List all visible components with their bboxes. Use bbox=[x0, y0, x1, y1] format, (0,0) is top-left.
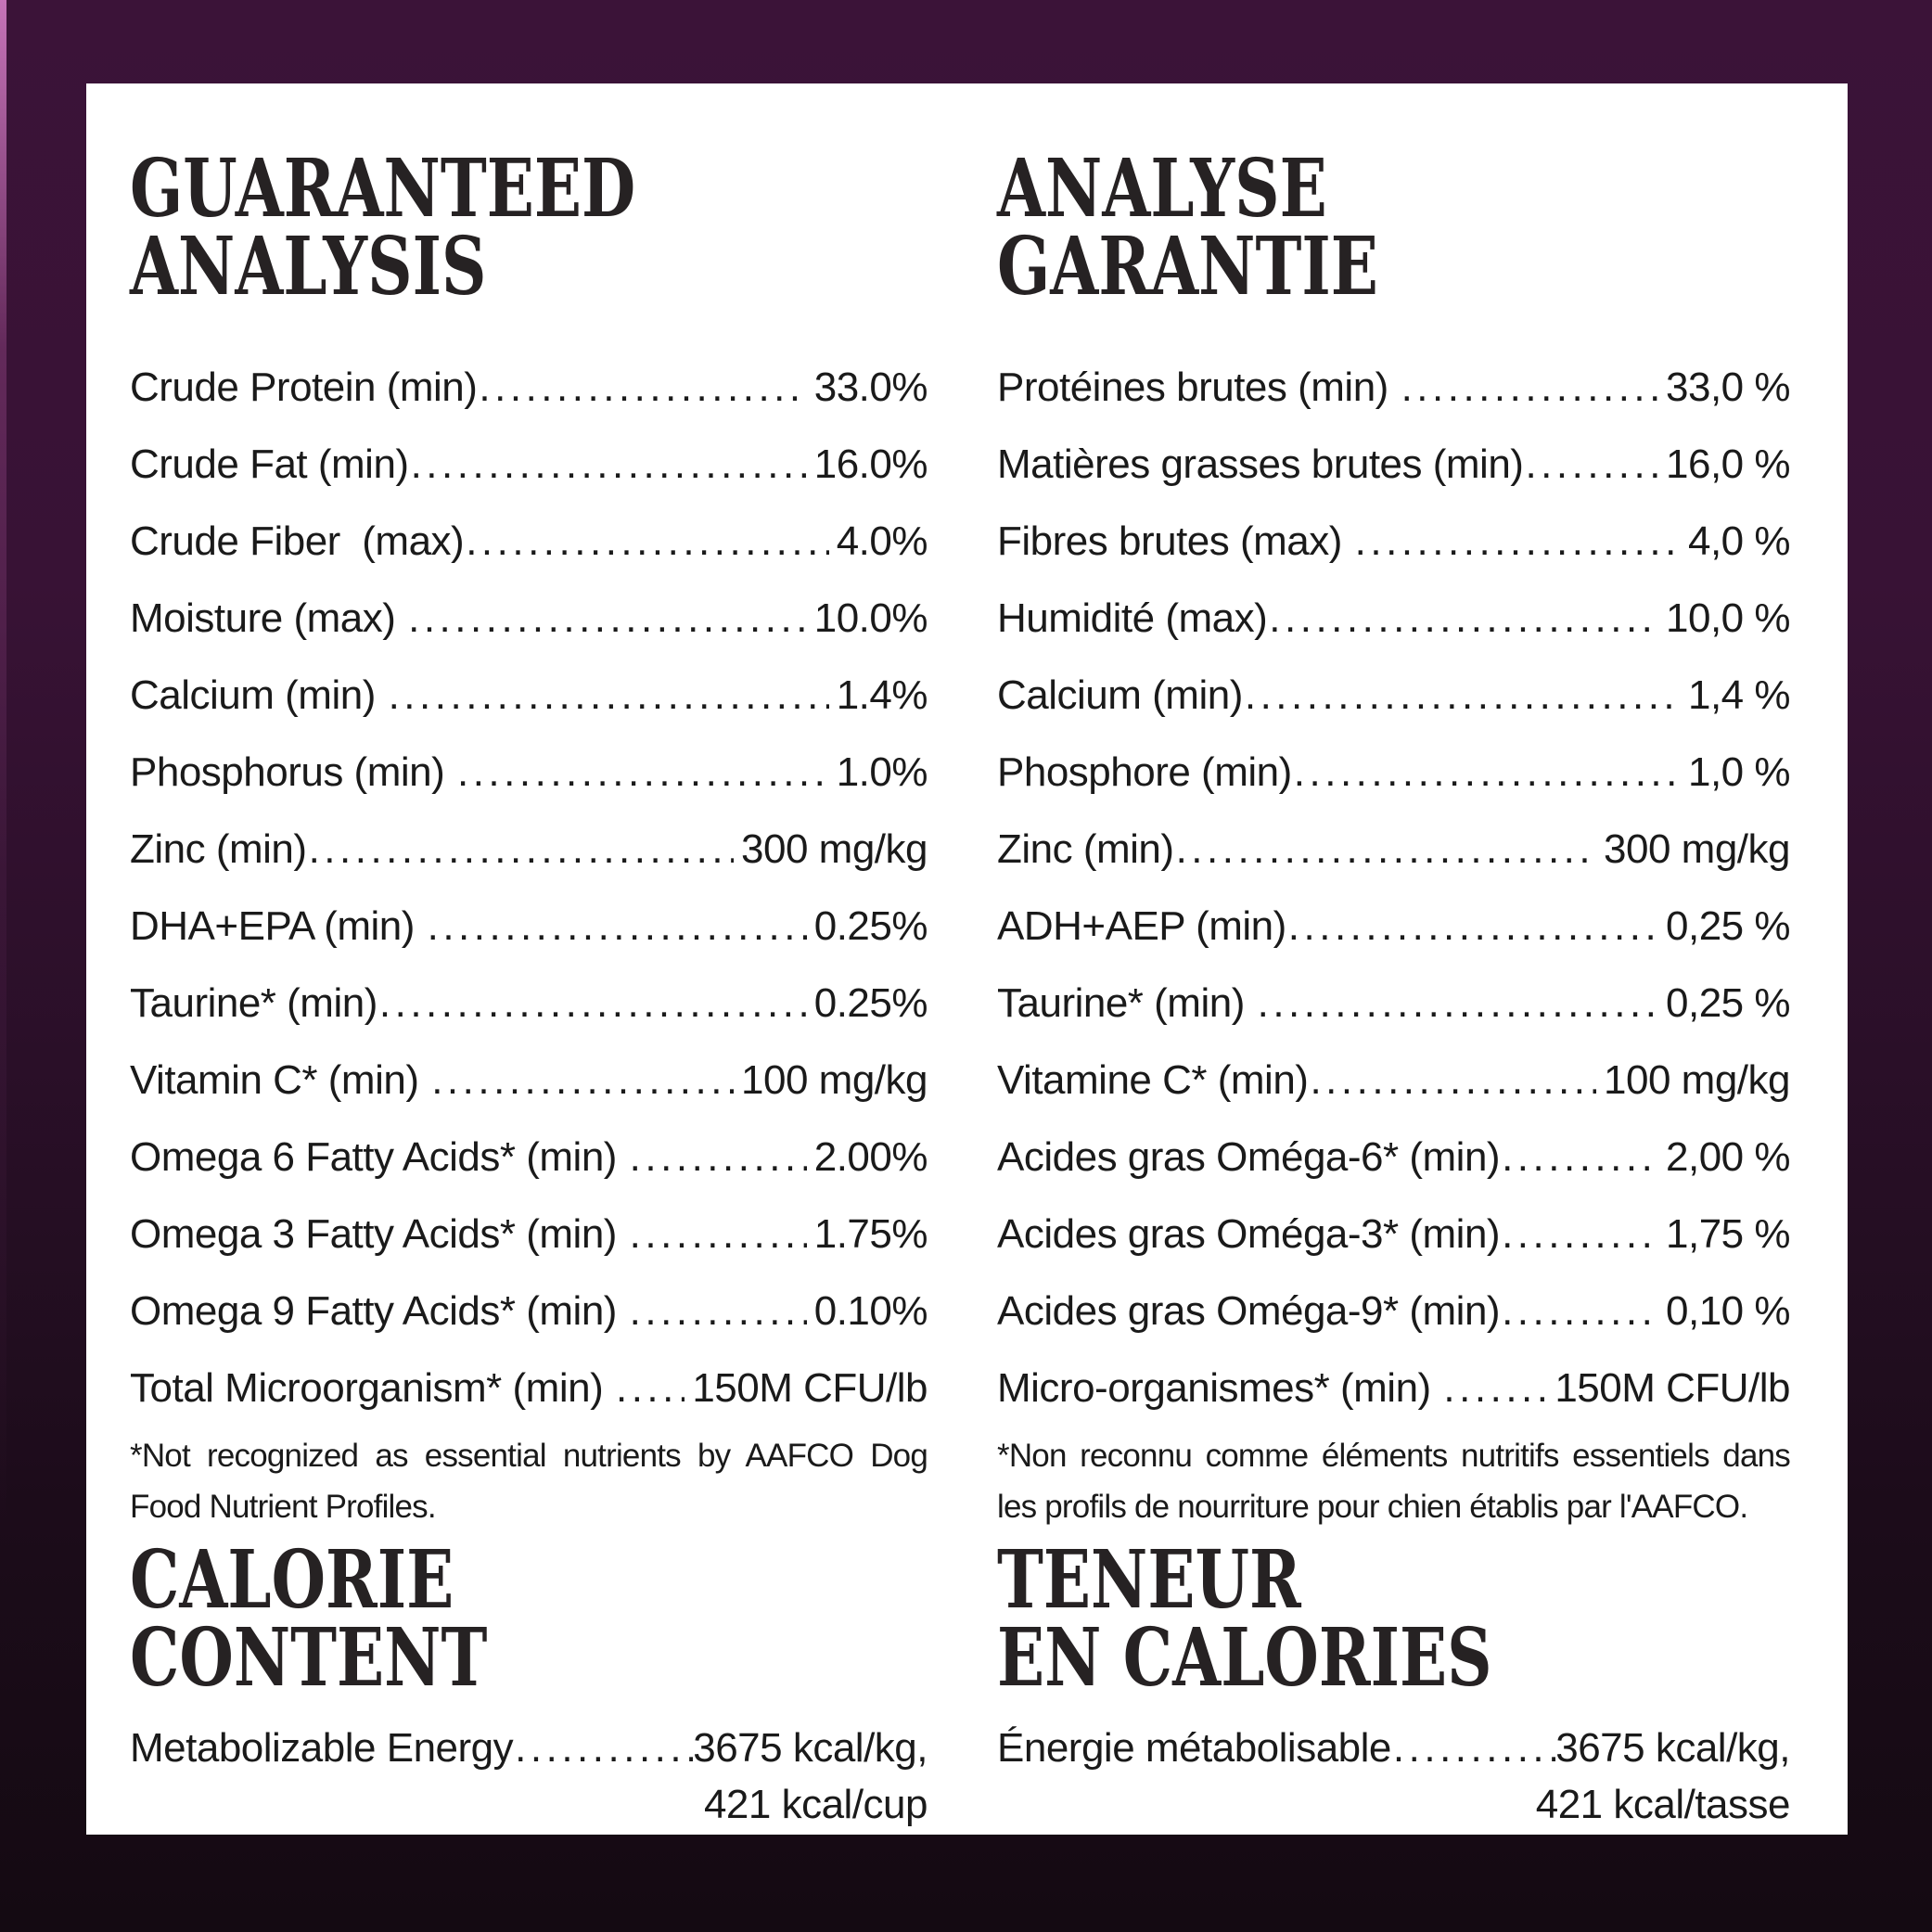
nutrient-value: 10,0 % bbox=[1666, 595, 1790, 641]
nutrient-label: ADH+AEP (min) bbox=[997, 903, 1286, 949]
row-matieres-grasses bbox=[997, 426, 1790, 503]
row-calcium-fr bbox=[997, 657, 1790, 734]
nutrient-label: Vitamine C* (min) bbox=[997, 1057, 1309, 1103]
nutrient-value: 0,25 % bbox=[1666, 903, 1790, 949]
left-edge-highlight bbox=[0, 0, 6, 1932]
dot-leader bbox=[630, 1273, 807, 1350]
row-fibres-brutes bbox=[997, 503, 1790, 580]
dot-leader bbox=[379, 965, 807, 1042]
dot-leader bbox=[431, 1042, 734, 1119]
nutrient-value: 2.00% bbox=[813, 1134, 928, 1180]
nutrient-label: Calcium (min) bbox=[130, 672, 387, 718]
dot-leader bbox=[1502, 1273, 1658, 1350]
dot-leader bbox=[428, 888, 807, 965]
nutrient-label: Micro-organismes* (min) bbox=[997, 1365, 1442, 1411]
dot-leader bbox=[466, 503, 829, 580]
nutrient-value: 1,0 % bbox=[1687, 749, 1790, 795]
row-calcium bbox=[130, 657, 928, 734]
nutrient-label: Acides gras Oméga-9* (min) bbox=[997, 1288, 1501, 1334]
row-vitamine-c bbox=[997, 1042, 1790, 1119]
row-zinc-fr bbox=[997, 811, 1790, 888]
row-vitamin-c bbox=[130, 1042, 928, 1119]
dot-leader bbox=[1401, 349, 1658, 426]
nutrient-value: 33.0% bbox=[813, 365, 928, 410]
dot-leader bbox=[1245, 657, 1681, 734]
energy-value-tasse: 421 kcal/tasse bbox=[1535, 1782, 1790, 1827]
nutrient-label: Phosphore (min) bbox=[997, 749, 1292, 795]
row-omega-6 bbox=[130, 1119, 928, 1196]
row-zinc bbox=[130, 811, 928, 888]
dot-leader bbox=[1294, 734, 1681, 811]
dot-leader bbox=[1355, 503, 1681, 580]
dot-leader bbox=[411, 426, 807, 503]
nutrient-label: Omega 9 Fatty Acids* (min) bbox=[130, 1288, 628, 1334]
row-omega-6-fr bbox=[997, 1119, 1790, 1196]
nutrient-label: Total Microorganism* (min) bbox=[130, 1365, 614, 1411]
analysis-rows-en bbox=[130, 349, 928, 1427]
nutrient-label: Vitamin C* (min) bbox=[130, 1057, 430, 1103]
nutrient-value: 10.0% bbox=[813, 595, 928, 641]
nutrient-value: 4.0% bbox=[836, 518, 928, 564]
nutrient-label: Taurine* (min) bbox=[997, 980, 1256, 1026]
nutrient-value: 2,00 % bbox=[1666, 1134, 1790, 1180]
nutrient-label: Protéines brutes (min) bbox=[997, 365, 1400, 410]
energy-row bbox=[130, 1720, 928, 1776]
nutrient-value: 100 mg/kg bbox=[1604, 1057, 1790, 1103]
row-proteines-brutes bbox=[997, 349, 1790, 426]
dot-leader bbox=[479, 349, 806, 426]
row-phosphorus bbox=[130, 734, 928, 811]
row-humidite bbox=[997, 580, 1790, 657]
row-moisture bbox=[130, 580, 928, 657]
row-micro-organismes bbox=[997, 1350, 1790, 1427]
nutrient-value: 4,0 % bbox=[1687, 518, 1790, 564]
row-phosphore bbox=[997, 734, 1790, 811]
dot-leader bbox=[515, 1720, 693, 1776]
nutrient-value: 150M CFU/lb bbox=[692, 1365, 928, 1411]
nutrient-value: 1.75% bbox=[813, 1211, 928, 1257]
dot-leader bbox=[630, 1119, 807, 1196]
calorie-content-title bbox=[130, 1533, 928, 1705]
dot-leader bbox=[309, 811, 734, 888]
title-line-1: GUARANTEED bbox=[130, 142, 636, 236]
nutrient-value: 0,10 % bbox=[1666, 1288, 1790, 1334]
row-omega-3 bbox=[130, 1196, 928, 1273]
dot-leader bbox=[1258, 965, 1658, 1042]
analysis-rows-fr bbox=[997, 349, 1790, 1427]
energy-value-kg: 3675 kcal/kg, bbox=[1555, 1725, 1790, 1771]
dot-leader bbox=[1502, 1119, 1658, 1196]
english-column bbox=[130, 142, 928, 1835]
nutrient-label: Matières grasses brutes (min) bbox=[997, 441, 1524, 487]
row-dha-epa bbox=[130, 888, 928, 965]
nutrient-value: 33,0 % bbox=[1666, 365, 1790, 410]
nutrient-label: Crude Fiber (max) bbox=[130, 518, 465, 564]
row-adh-aep bbox=[997, 888, 1790, 965]
nutrient-label: Crude Protein (min) bbox=[130, 365, 478, 410]
row-taurine bbox=[130, 965, 928, 1042]
calorie-title-line-1: CALORIE bbox=[130, 1533, 454, 1627]
guaranteed-analysis-title bbox=[130, 142, 928, 313]
nutrient-label: Phosphorus (min) bbox=[130, 749, 455, 795]
analysis-panel bbox=[86, 83, 1848, 1835]
nutrient-label: Crude Fat (min) bbox=[130, 441, 409, 487]
dot-leader bbox=[1443, 1350, 1547, 1427]
dot-leader bbox=[1393, 1720, 1555, 1776]
nutrient-label: Calcium (min) bbox=[997, 672, 1243, 718]
row-crude-fiber bbox=[130, 503, 928, 580]
title-line-1: ANALYSE bbox=[997, 142, 1327, 236]
teneur-en-calories-title bbox=[997, 1533, 1790, 1705]
calorie-title-line-2: CONTENT bbox=[130, 1611, 488, 1705]
title-line-2: ANALYSIS bbox=[130, 220, 487, 313]
analyse-garantie-title bbox=[997, 142, 1790, 313]
dot-leader bbox=[616, 1350, 685, 1427]
nutrient-value: 16.0% bbox=[813, 441, 928, 487]
dot-leader bbox=[457, 734, 829, 811]
nutrient-label: Omega 3 Fatty Acids* (min) bbox=[130, 1211, 628, 1257]
nutrient-value: 1,4 % bbox=[1687, 672, 1790, 718]
energy-label: Metabolizable Energy bbox=[130, 1725, 514, 1771]
calorie-title-line-1: TENEUR bbox=[997, 1533, 1301, 1627]
nutrient-label: Acides gras Oméga-6* (min) bbox=[997, 1134, 1501, 1180]
dot-leader bbox=[1176, 811, 1596, 888]
aafco-footnote-fr: *Non reconnu comme éléments nutritifs essentiels dans les profils de nourriture pour chien établis par l'AAFCO. bbox=[997, 1438, 1790, 1525]
nutrient-value: 100 mg/kg bbox=[741, 1057, 928, 1103]
nutrient-value: 150M CFU/lb bbox=[1555, 1365, 1790, 1411]
dot-leader bbox=[408, 580, 807, 657]
nutrient-value: 16,0 % bbox=[1666, 441, 1790, 487]
nutrient-label: Moisture (max) bbox=[130, 595, 407, 641]
row-total-microorganism bbox=[130, 1350, 928, 1427]
nutrient-label: Omega 6 Fatty Acids* (min) bbox=[130, 1134, 628, 1180]
row-crude-protein bbox=[130, 349, 928, 426]
nutrient-label: Humidité (max) bbox=[997, 595, 1268, 641]
nutrient-value: 300 mg/kg bbox=[1604, 826, 1790, 872]
nutrient-label: Taurine* (min) bbox=[130, 980, 377, 1026]
dot-leader bbox=[1288, 888, 1658, 965]
dot-leader bbox=[1269, 580, 1658, 657]
nutrient-value: 0.25% bbox=[813, 980, 928, 1026]
nutrient-value: 0.25% bbox=[813, 903, 928, 949]
metabolizable-energy-fr bbox=[997, 1720, 1790, 1833]
energy-row bbox=[997, 1720, 1790, 1776]
nutrient-value: 1.4% bbox=[836, 672, 928, 718]
dot-leader bbox=[1310, 1042, 1596, 1119]
row-omega-3-fr bbox=[997, 1196, 1790, 1273]
dot-leader bbox=[1525, 426, 1658, 503]
dot-leader bbox=[630, 1196, 807, 1273]
nutrient-label: DHA+EPA (min) bbox=[130, 903, 426, 949]
row-omega-9 bbox=[130, 1273, 928, 1350]
nutrient-value: 1.0% bbox=[836, 749, 928, 795]
metabolizable-energy-en bbox=[130, 1720, 928, 1833]
nutrient-label: Zinc (min) bbox=[130, 826, 307, 872]
nutrient-label: Acides gras Oméga-3* (min) bbox=[997, 1211, 1501, 1257]
calorie-title-line-2: EN CALORIES bbox=[997, 1611, 1492, 1705]
energy-value-cup: 421 kcal/cup bbox=[703, 1782, 928, 1827]
title-line-2: GARANTIE bbox=[997, 220, 1378, 313]
nutrient-value: 0,25 % bbox=[1666, 980, 1790, 1026]
row-crude-fat bbox=[130, 426, 928, 503]
energy-value-kg: 3675 kcal/kg, bbox=[693, 1725, 928, 1771]
french-column bbox=[997, 142, 1790, 1835]
row-taurine-fr bbox=[997, 965, 1790, 1042]
row-omega-9-fr bbox=[997, 1273, 1790, 1350]
nutrient-value: 1,75 % bbox=[1666, 1211, 1790, 1257]
dot-leader bbox=[1502, 1196, 1658, 1273]
energy-label: Énergie métabolisable bbox=[997, 1725, 1391, 1771]
dot-leader bbox=[389, 657, 829, 734]
nutrient-value: 300 mg/kg bbox=[741, 826, 928, 872]
nutrient-label: Fibres brutes (max) bbox=[997, 518, 1353, 564]
nutrient-value: 0.10% bbox=[813, 1288, 928, 1334]
nutrient-label: Zinc (min) bbox=[997, 826, 1174, 872]
aafco-footnote-en: *Not recognized as essential nutrients by AAFCO Dog Food Nutrient Profiles. bbox=[130, 1438, 928, 1525]
